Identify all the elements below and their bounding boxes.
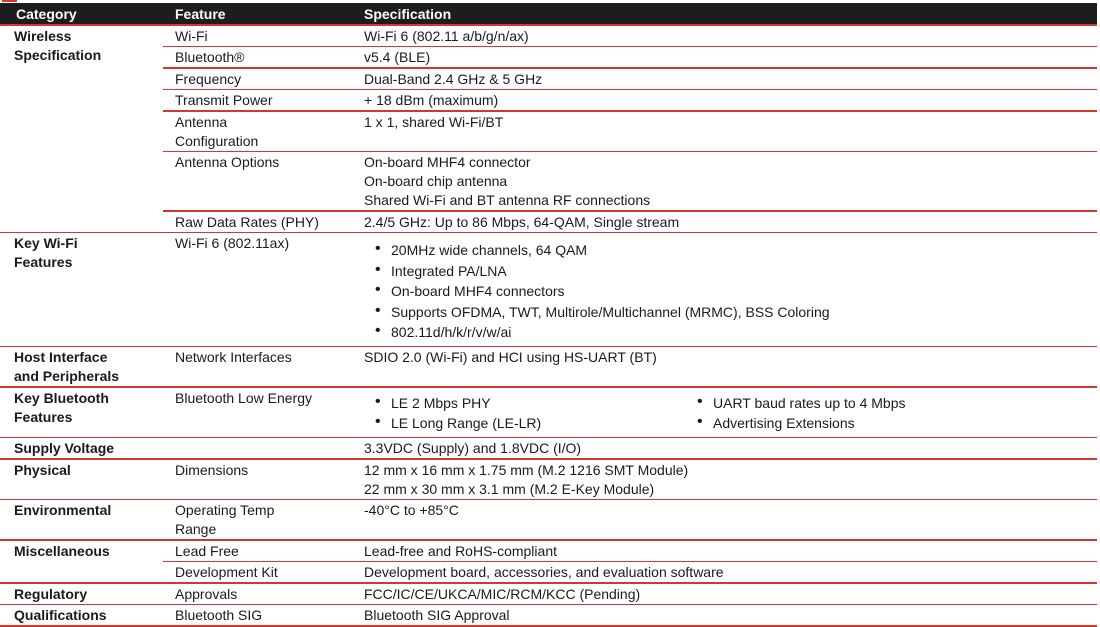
bullet-item: • Integrated PA/LNA bbox=[364, 261, 1093, 282]
spec-line: -40°C to +85°C bbox=[364, 502, 459, 518]
spec-line: 2.4/5 GHz: Up to 86 Mbps, 64-QAM, Single stream bbox=[364, 213, 680, 230]
table-row bbox=[163, 233, 1097, 346]
category-line: Physical bbox=[14, 461, 71, 478]
feature-line: Raw Data Rates (PHY) bbox=[175, 213, 319, 230]
table-row bbox=[163, 347, 1097, 386]
bullet-item: • 802.11d/h/k/r/v/w/ai bbox=[364, 322, 1093, 343]
feature-cell bbox=[163, 584, 360, 604]
table-row bbox=[163, 26, 1097, 46]
spec-cell bbox=[360, 233, 1097, 346]
spec-cell bbox=[360, 69, 1097, 89]
spec-line: On-board chip antenna bbox=[364, 173, 508, 189]
feature-cell bbox=[163, 562, 360, 582]
category-cell bbox=[0, 26, 163, 232]
table-section bbox=[0, 233, 1097, 346]
category-cell bbox=[0, 233, 163, 346]
spec-line: Wi-Fi 6 (802.11 a/b/g/n/ax) bbox=[364, 27, 529, 44]
spec-line: Bluetooth SIG Approval bbox=[364, 607, 510, 623]
category-line: Host Interface bbox=[14, 349, 108, 365]
bullet-columns bbox=[364, 389, 1093, 437]
section-rows bbox=[163, 460, 1097, 499]
section-rows bbox=[163, 584, 1097, 604]
column-header-feature: Feature bbox=[175, 5, 226, 22]
spec-cell bbox=[360, 347, 1097, 386]
table-section bbox=[0, 26, 1097, 232]
category-line: and Peripherals bbox=[14, 368, 120, 384]
feature-cell bbox=[163, 69, 360, 89]
category-line: Features bbox=[14, 254, 73, 270]
feature-line: Frequency bbox=[175, 70, 242, 87]
bullet-list bbox=[364, 234, 1093, 346]
spec-cell bbox=[360, 26, 1097, 46]
spec-line: Shared Wi-Fi and BT antenna RF connections bbox=[364, 192, 651, 208]
table-section bbox=[0, 347, 1097, 386]
spec-line: v5.4 (BLE) bbox=[364, 49, 431, 65]
feature-line: Dimensions bbox=[175, 461, 249, 478]
feature-line: Antenna bbox=[175, 113, 228, 130]
feature-line: Wi-Fi 6 (802.11ax) bbox=[175, 235, 290, 251]
table-row bbox=[163, 212, 1097, 232]
category-line: Miscellaneous bbox=[14, 542, 110, 559]
feature-cell bbox=[163, 47, 360, 67]
category-cell bbox=[0, 347, 163, 386]
spec-cell bbox=[360, 388, 1097, 437]
category-line: Key Wi-Fi bbox=[14, 235, 78, 251]
feature-cell bbox=[163, 438, 360, 458]
feature-line: Bluetooth SIG bbox=[175, 607, 263, 623]
feature-line: Range bbox=[175, 521, 217, 537]
column-header-category: Category bbox=[16, 5, 77, 22]
category-cell bbox=[0, 438, 163, 458]
bullet-list bbox=[364, 389, 686, 437]
spec-line: SDIO 2.0 (Wi-Fi) and HCI using HS-UART (BT) bbox=[364, 349, 657, 365]
table-section bbox=[0, 541, 1097, 583]
spec-line: 12 mm x 16 mm x 1.75 mm (M.2 1216 SMT Module) bbox=[364, 461, 689, 478]
spec-line: Dual-Band 2.4 GHz & 5 GHz bbox=[364, 70, 543, 87]
table-section bbox=[0, 605, 1097, 625]
category-cell bbox=[0, 388, 163, 437]
table-row bbox=[163, 90, 1097, 110]
table-row bbox=[163, 152, 1097, 210]
bullet-list bbox=[686, 389, 1093, 437]
feature-line: Network Interfaces bbox=[175, 349, 292, 365]
spec-line: 1 x 1, shared Wi-Fi/BT bbox=[364, 113, 504, 130]
bullet-item: • Advertising Extensions bbox=[686, 413, 1093, 434]
table-section bbox=[0, 388, 1097, 437]
feature-cell bbox=[163, 500, 360, 539]
feature-line: Bluetooth® bbox=[175, 49, 245, 65]
feature-cell bbox=[163, 347, 360, 386]
column-header-specification: Specification bbox=[364, 5, 452, 22]
feature-line: Operating Temp bbox=[175, 502, 275, 518]
table-row bbox=[163, 69, 1097, 89]
table-row bbox=[163, 605, 1097, 625]
section-divider bbox=[0, 625, 1097, 627]
category-line: Regulatory bbox=[14, 585, 88, 602]
spec-cell bbox=[360, 212, 1097, 232]
spec-cell bbox=[360, 460, 1097, 499]
spec-cell bbox=[360, 605, 1097, 625]
feature-line: Wi-Fi bbox=[175, 27, 208, 44]
feature-cell bbox=[163, 26, 360, 46]
feature-cell bbox=[163, 460, 360, 499]
category-cell bbox=[0, 584, 163, 604]
table-row bbox=[163, 584, 1097, 604]
bullet-item: • 20MHz wide channels, 64 QAM bbox=[364, 240, 1093, 261]
feature-cell bbox=[163, 212, 360, 232]
table-section bbox=[0, 500, 1097, 539]
spec-cell bbox=[360, 438, 1097, 458]
top-accent-tick bbox=[2, 0, 17, 2]
table-row bbox=[163, 500, 1097, 539]
table-body bbox=[0, 26, 1097, 627]
feature-cell bbox=[163, 388, 360, 437]
spec-cell bbox=[360, 90, 1097, 110]
table-section bbox=[0, 584, 1097, 604]
bullet-item: • UART baud rates up to 4 Mbps bbox=[686, 393, 1093, 414]
category-line: Features bbox=[14, 408, 73, 425]
section-rows bbox=[163, 500, 1097, 539]
table-row bbox=[163, 112, 1097, 151]
bullet-item: • On-board MHF4 connectors bbox=[364, 281, 1093, 302]
table-row bbox=[163, 460, 1097, 499]
spec-cell bbox=[360, 47, 1097, 67]
table-row bbox=[163, 388, 1097, 437]
table-row bbox=[163, 562, 1097, 582]
spec-line: + 18 dBm (maximum) bbox=[364, 92, 499, 108]
table-section bbox=[0, 438, 1097, 458]
feature-cell bbox=[163, 605, 360, 625]
feature-line: Antenna Options bbox=[175, 154, 280, 170]
section-rows bbox=[163, 605, 1097, 625]
spec-line: On-board MHF4 connector bbox=[364, 154, 531, 170]
section-rows bbox=[163, 233, 1097, 346]
feature-line: Transmit Power bbox=[175, 92, 273, 108]
feature-cell bbox=[163, 152, 360, 210]
section-rows bbox=[163, 388, 1097, 437]
feature-line: Lead Free bbox=[175, 542, 239, 559]
spec-line: Lead-free and RoHS-compliant bbox=[364, 542, 557, 559]
spec-cell bbox=[360, 541, 1097, 561]
category-cell bbox=[0, 500, 163, 539]
feature-line: Approvals bbox=[175, 585, 238, 602]
feature-cell bbox=[163, 90, 360, 110]
table-section bbox=[0, 460, 1097, 499]
category-line: Qualifications bbox=[14, 607, 107, 623]
bullet-item: • Supports OFDMA, TWT, Multirole/Multichannel (MRMC), BSS Coloring bbox=[364, 302, 1093, 323]
section-rows bbox=[163, 541, 1097, 583]
table-row bbox=[163, 438, 1097, 458]
category-cell bbox=[0, 541, 163, 583]
feature-line: Bluetooth Low Energy bbox=[175, 389, 312, 406]
spec-cell bbox=[360, 152, 1097, 210]
spec-cell bbox=[360, 500, 1097, 539]
section-rows bbox=[163, 438, 1097, 458]
table-header bbox=[0, 3, 1097, 24]
bullet-item: • LE Long Range (LE-LR) bbox=[364, 413, 686, 434]
category-line: Environmental bbox=[14, 502, 112, 518]
table-row bbox=[163, 47, 1097, 67]
table-row bbox=[163, 541, 1097, 561]
feature-line: Development Kit bbox=[175, 564, 278, 580]
feature-cell bbox=[163, 112, 360, 151]
spec-cell bbox=[360, 112, 1097, 151]
category-line: Specification bbox=[14, 46, 102, 63]
spec-line: Development board, accessories, and evaluation software bbox=[364, 564, 724, 580]
category-line: Supply Voltage bbox=[14, 440, 115, 456]
feature-cell bbox=[163, 233, 360, 346]
category-line: Wireless bbox=[14, 27, 72, 44]
spec-cell bbox=[360, 562, 1097, 582]
feature-cell bbox=[163, 541, 360, 561]
bullet-item: • LE 2 Mbps PHY bbox=[364, 393, 686, 414]
spec-line: 3.3VDC (Supply) and 1.8VDC (I/O) bbox=[364, 440, 582, 456]
feature-line: Configuration bbox=[175, 132, 259, 149]
spec-line: 22 mm x 30 mm x 3.1 mm (M.2 E-Key Module) bbox=[364, 480, 655, 497]
category-cell bbox=[0, 460, 163, 499]
section-rows bbox=[163, 26, 1097, 232]
spec-cell bbox=[360, 584, 1097, 604]
category-line: Key Bluetooth bbox=[14, 389, 109, 406]
section-rows bbox=[163, 347, 1097, 386]
spec-line: FCC/IC/CE/UKCA/MIC/RCM/KCC (Pending) bbox=[364, 585, 641, 602]
category-cell bbox=[0, 605, 163, 625]
